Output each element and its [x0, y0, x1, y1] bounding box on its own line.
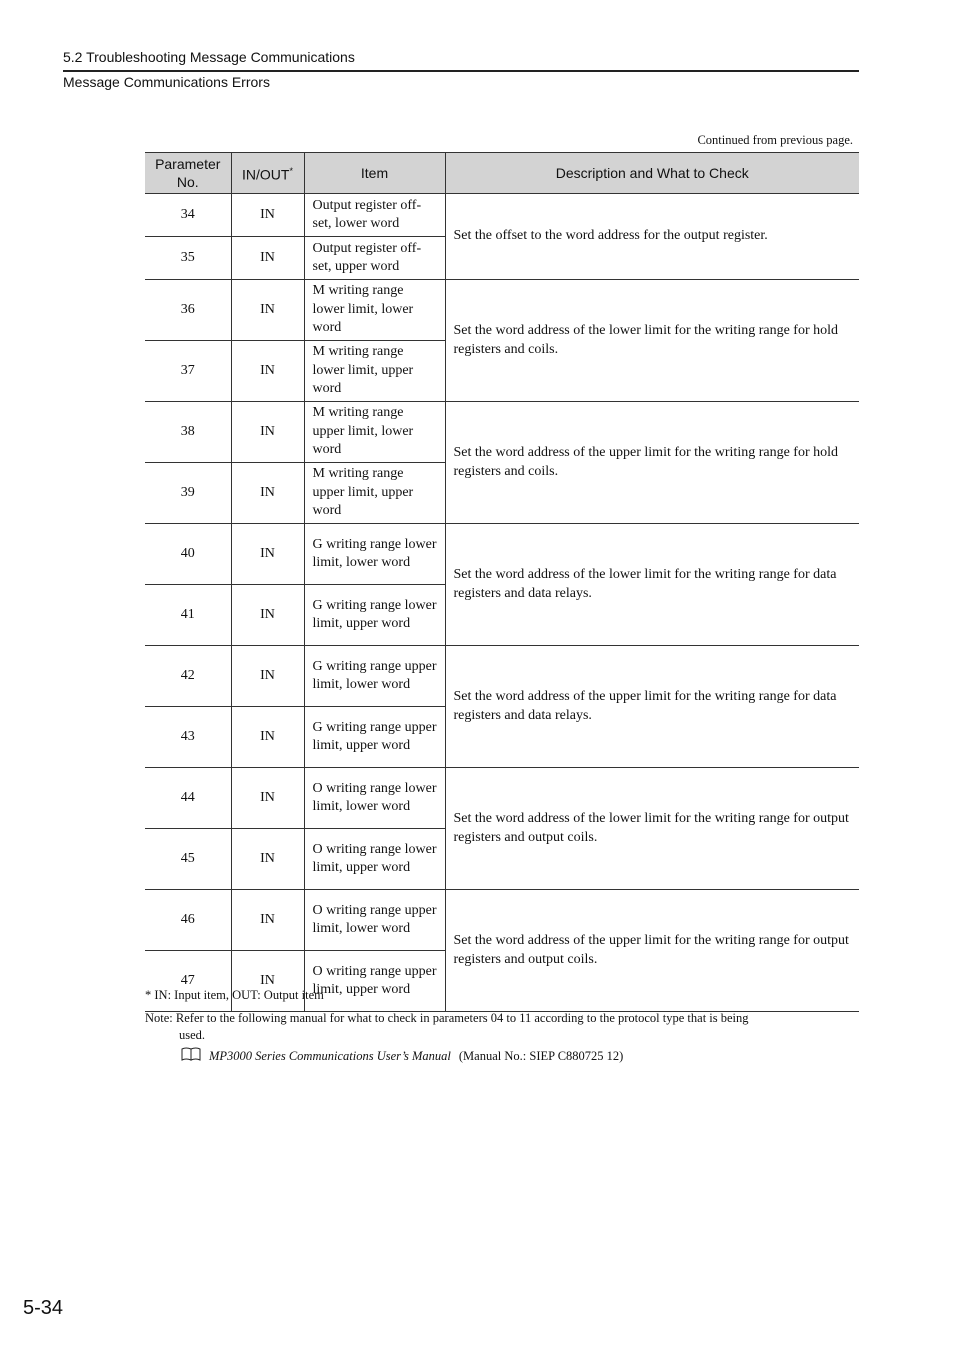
note-line-1: Note: Refer to the following manual for what to check in parameters 04 to 11 according to the protocol type that is being [145, 1011, 749, 1025]
param-inout: IN [231, 402, 304, 463]
param-no: 36 [145, 280, 231, 341]
param-inout: IN [231, 646, 304, 707]
param-no: 43 [145, 707, 231, 768]
table-row [145, 280, 859, 341]
param-no: 45 [145, 829, 231, 890]
param-no: 39 [145, 463, 231, 524]
param-no: 35 [145, 237, 231, 280]
param-item: G writing range upper limit, lower word [304, 646, 445, 707]
param-item: Output register off-set, lower word [304, 194, 445, 237]
param-inout: IN [231, 890, 304, 951]
parameter-table [145, 152, 859, 1012]
param-no: 44 [145, 768, 231, 829]
table-footnote: * IN: Input item, OUT: Output item [145, 988, 324, 1002]
param-no: 34 [145, 194, 231, 237]
param-inout: IN [231, 585, 304, 646]
page-number: 5-34 [23, 1297, 64, 1319]
param-item: M writing range lower limit, lower word [304, 280, 445, 341]
header-item: Item [304, 153, 445, 194]
manual-title: MP3000 Series Communications User’s Manual [209, 1048, 451, 1063]
param-item: M writing range upper limit, lower word [304, 402, 445, 463]
param-item: M writing range upper limit, upper word [304, 463, 445, 524]
continued-note: Continued from previous page. [697, 133, 853, 147]
param-item: O writing range upper limit, upper word [304, 951, 445, 1012]
section-title: 5.2 Troubleshooting Message Communications [63, 49, 355, 65]
param-description: Set the word address of the lower limit for the writing range for data registers and data relays. [445, 524, 859, 646]
param-description: Set the word address of the upper limit for the writing range for hold registers and coils. [445, 402, 859, 524]
reference-note [145, 1010, 835, 1044]
param-inout: IN [231, 951, 304, 1012]
param-item: O writing range upper limit, lower word [304, 890, 445, 951]
param-no: 47 [145, 951, 231, 1012]
param-inout: IN [231, 341, 304, 402]
param-no: 42 [145, 646, 231, 707]
table-row [145, 768, 859, 829]
param-inout: IN [231, 280, 304, 341]
param-inout: IN [231, 194, 304, 237]
table-row [145, 524, 859, 585]
param-inout: IN [231, 524, 304, 585]
header-parameter-no: Parameter No. [145, 153, 231, 194]
table-row [145, 194, 859, 237]
param-inout: IN [231, 829, 304, 890]
param-inout: IN [231, 768, 304, 829]
param-no: 46 [145, 890, 231, 951]
param-no: 37 [145, 341, 231, 402]
param-item: G writing range lower limit, lower word [304, 524, 445, 585]
param-item: G writing range upper limit, upper word [304, 707, 445, 768]
param-inout: IN [231, 707, 304, 768]
subsection-title: Message Communications Errors [63, 74, 270, 90]
param-description: Set the word address of the upper limit for the writing range for output registers and output coils. [445, 890, 859, 1012]
param-description: Set the offset to the word address for the output register. [445, 194, 859, 280]
manual-reference [181, 1047, 623, 1065]
param-inout: IN [231, 463, 304, 524]
book-icon [181, 1047, 201, 1065]
footnote-marker: * [289, 166, 293, 177]
param-description: Set the word address of the lower limit for the writing range for hold registers and coils. [445, 280, 859, 402]
param-item: O writing range lower limit, lower word [304, 768, 445, 829]
param-item: G writing range lower limit, upper word [304, 585, 445, 646]
header-description: Description and What to Check [445, 153, 859, 194]
param-no: 41 [145, 585, 231, 646]
header-inout [231, 153, 304, 194]
param-item: O writing range lower limit, upper word [304, 829, 445, 890]
param-no: 40 [145, 524, 231, 585]
param-description: Set the word address of the lower limit for the writing range for output registers and output coils. [445, 768, 859, 890]
param-description: Set the word address of the upper limit for the writing range for data registers and data relays. [445, 646, 859, 768]
header-divider [63, 70, 859, 72]
manual-number: (Manual No.: SIEP C880725 12) [458, 1048, 624, 1063]
table-header-row [145, 153, 859, 194]
param-inout: IN [231, 237, 304, 280]
param-item: Output register off-set, upper word [304, 237, 445, 280]
table-row [145, 890, 859, 951]
header-inout-label: IN/OUT [242, 166, 290, 183]
param-no: 38 [145, 402, 231, 463]
table-row [145, 646, 859, 707]
table-row [145, 402, 859, 463]
param-item: M writing range lower limit, upper word [304, 341, 445, 402]
note-line-2: used. [179, 1028, 206, 1042]
